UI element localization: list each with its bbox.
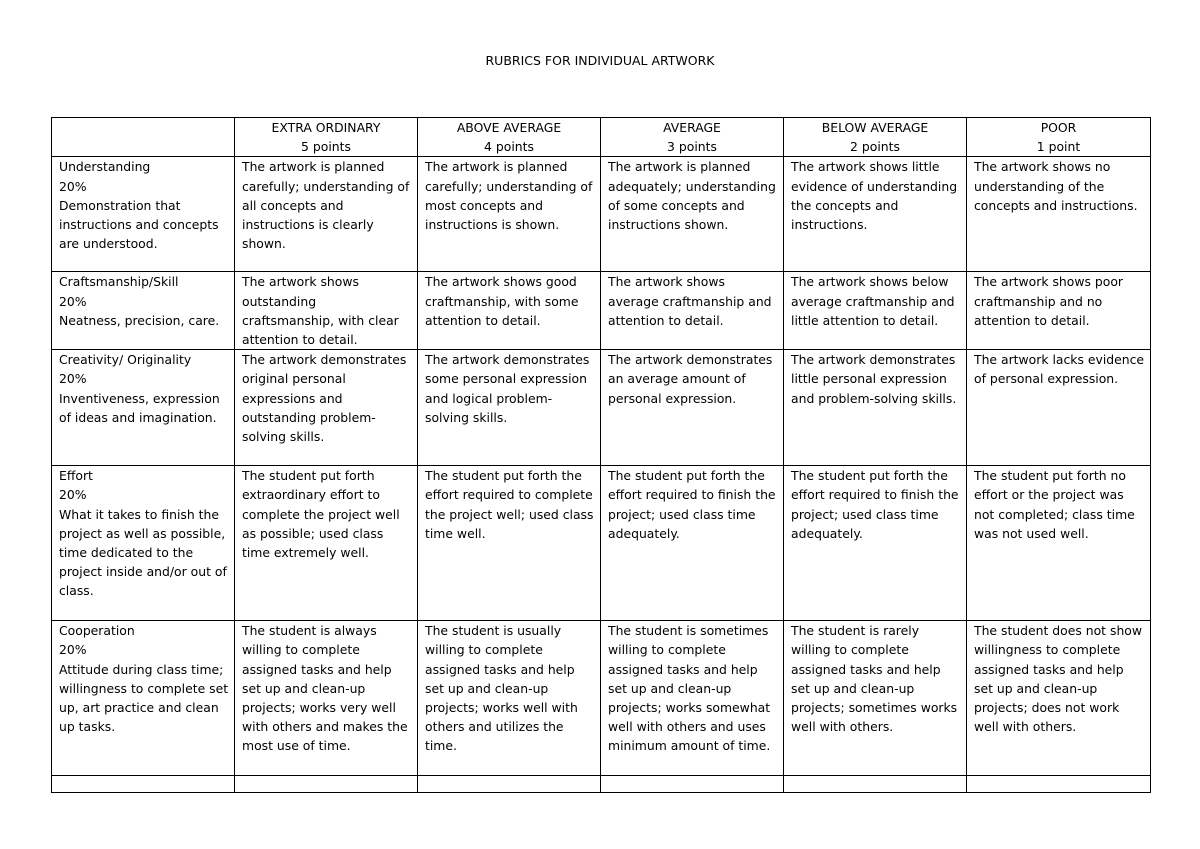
page-title: RUBRICS FOR INDIVIDUAL ARTWORK xyxy=(485,53,715,68)
rubric-cell-2: The student put forth the effort required to finish the project; used class time adequately. xyxy=(784,466,967,621)
header-row xyxy=(52,118,1151,157)
criterion-name: Craftsmanship/Skill xyxy=(59,274,179,290)
criterion-description: What it takes to finish the project as well as possible, time dedicated to the project inside and/or out of class. xyxy=(59,506,227,599)
criterion-name: Effort xyxy=(59,468,93,484)
rubric-cell-2: The artwork shows little evidence of understanding the concepts and instructions. xyxy=(784,157,967,272)
criterion-cell xyxy=(52,157,235,272)
rubric-cell-5: The student put forth extraordinary effort to complete the project well as possible; used class time extremely well. xyxy=(235,466,418,621)
level-points: 1 point xyxy=(1036,139,1081,155)
rubric-cell-1: The student does not show willingness to complete assigned tasks and help set up and clean-up projects; does not work well with others. xyxy=(967,621,1151,776)
header-level-1 xyxy=(967,118,1151,157)
criterion-name: Creativity/ Originality xyxy=(59,352,192,368)
criterion-description: Inventiveness, expression of ideas and imagination. xyxy=(59,390,220,425)
criterion-row-cooperation xyxy=(52,621,1151,776)
header-level-3 xyxy=(601,118,784,157)
rubric-cell-2: The student is rarely willing to complete assigned tasks and help set up and clean-up projects; sometimes works well with others. xyxy=(784,621,967,776)
rubric-cell-3: The artwork shows average craftmanship and attention to detail. xyxy=(601,272,784,350)
criterion-weight: 20% xyxy=(59,293,87,309)
empty-cell xyxy=(235,776,418,793)
criterion-row-creativity xyxy=(52,350,1151,466)
level-points: 4 points xyxy=(484,139,534,155)
rubric-cell-5: The artwork demonstrates original personal expressions and outstanding problem-solving skills. xyxy=(235,350,418,466)
criterion-name: Cooperation xyxy=(59,623,135,639)
level-name: AVERAGE xyxy=(663,120,721,135)
empty-cell xyxy=(784,776,967,793)
level-name: POOR xyxy=(1040,120,1077,135)
criterion-description: Demonstration that instructions and concepts are understood. xyxy=(59,197,219,252)
criterion-row-craftsmanship xyxy=(52,272,1151,350)
rubric-cell-1: The artwork lacks evidence of personal expression. xyxy=(967,350,1151,466)
rubric-cell-5: The artwork is planned carefully; understanding of all concepts and instructions is clearly shown. xyxy=(235,157,418,272)
rubric-cell-2: The artwork demonstrates little personal expression and problem-solving skills. xyxy=(784,350,967,466)
criterion-weight: 20% xyxy=(59,178,87,194)
criterion-weight: 20% xyxy=(59,487,87,503)
criterion-description: Attitude during class time; willingness to complete set up, art practice and clean up tasks. xyxy=(59,661,229,735)
header-level-5 xyxy=(235,118,418,157)
rubric-cell-3: The artwork demonstrates an average amount of personal expression. xyxy=(601,350,784,466)
header-corner-cell xyxy=(52,118,235,157)
criterion-cell xyxy=(52,621,235,776)
empty-cell xyxy=(52,776,235,793)
empty-row xyxy=(52,776,1151,793)
rubric-cell-3: The artwork is planned adequately; understanding of some concepts and instructions shown. xyxy=(601,157,784,272)
empty-cell xyxy=(967,776,1151,793)
rubric-cell-1: The student put forth no effort or the project was not completed; class time was not used well. xyxy=(967,466,1151,621)
rubric-cell-4: The student put forth the effort required to complete the project well; used class time well. xyxy=(418,466,601,621)
criterion-row-understanding xyxy=(52,157,1151,272)
empty-cell xyxy=(601,776,784,793)
rubric-cell-5: The student is always willing to complete assigned tasks and help set up and clean-up projects; works very well with others and makes the most use of time. xyxy=(235,621,418,776)
criterion-cell xyxy=(52,350,235,466)
rubric-cell-3: The student is sometimes willing to complete assigned tasks and help set up and clean-up projects; works somewhat well with others and uses minimum amount of time. xyxy=(601,621,784,776)
rubric-cell-3: The student put forth the effort required to finish the project; used class time adequately. xyxy=(601,466,784,621)
rubric-cell-2: The artwork shows below average craftmanship and little attention to detail. xyxy=(784,272,967,350)
rubric-table xyxy=(51,117,1151,793)
header-level-2 xyxy=(784,118,967,157)
criterion-cell xyxy=(52,272,235,350)
criterion-row-effort xyxy=(52,466,1151,621)
rubric-cell-4: The artwork is planned carefully; understanding of most concepts and instructions is shown. xyxy=(418,157,601,272)
rubric-cell-5: The artwork shows outstanding craftsmanship, with clear attention to detail. xyxy=(235,272,418,350)
level-points: 2 points xyxy=(850,139,900,155)
rubric-cell-4: The student is usually willing to complete assigned tasks and help set up and clean-up projects; works well with others and utilizes the time. xyxy=(418,621,601,776)
rubric-cell-4: The artwork shows good craftmanship, with some attention to detail. xyxy=(418,272,601,350)
rubric-cell-4: The artwork demonstrates some personal expression and logical problem-solving skills. xyxy=(418,350,601,466)
level-name: ABOVE AVERAGE xyxy=(456,120,562,135)
rubric-cell-1: The artwork shows no understanding of the concepts and instructions. xyxy=(967,157,1151,272)
criterion-name: Understanding xyxy=(59,159,151,175)
header-level-4 xyxy=(418,118,601,157)
empty-cell xyxy=(418,776,601,793)
criterion-weight: 20% xyxy=(59,642,87,658)
level-name: EXTRA ORDINARY xyxy=(271,120,381,135)
rubric-cell-1: The artwork shows poor craftmanship and no attention to detail. xyxy=(967,272,1151,350)
criterion-weight: 20% xyxy=(59,371,87,387)
level-name: BELOW AVERAGE xyxy=(821,120,929,135)
level-points: 3 points xyxy=(667,139,717,155)
level-points: 5 points xyxy=(301,139,351,155)
criterion-description: Neatness, precision, care. xyxy=(59,312,220,328)
criterion-cell xyxy=(52,466,235,621)
